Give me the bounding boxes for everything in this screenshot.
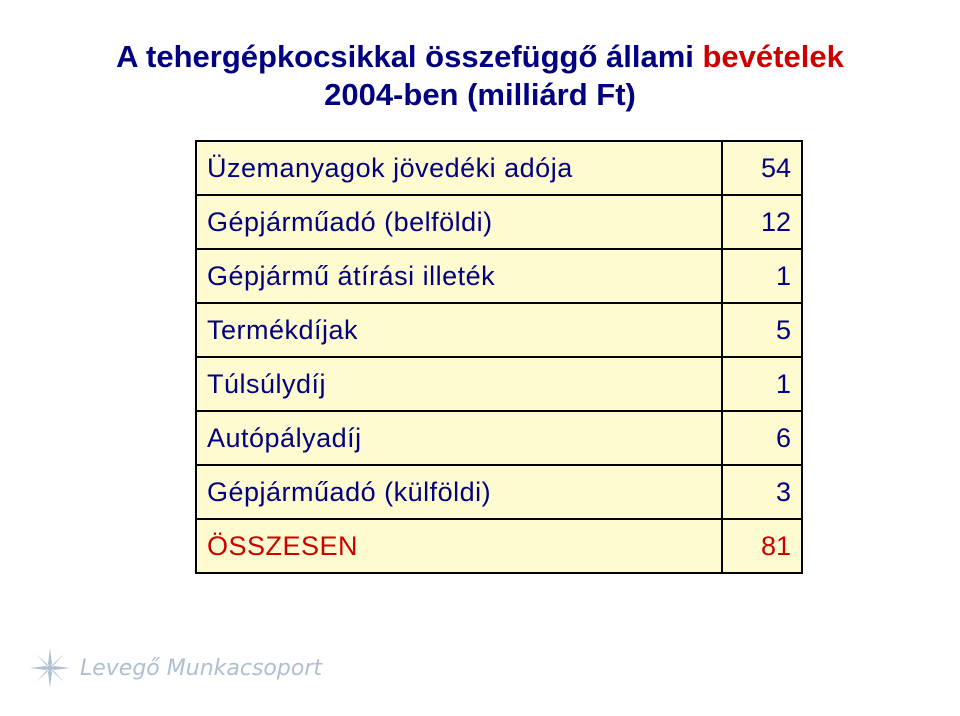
row-label: Termékdíjak (196, 303, 722, 357)
title-accent-text: bevételek (702, 39, 844, 74)
row-label: Üzemanyagok jövedéki adója (196, 141, 722, 195)
title-line-1 (0, 38, 960, 76)
table-row (196, 249, 802, 303)
row-label: Gépjárműadó (külföldi) (196, 465, 722, 519)
row-value: 1 (722, 357, 802, 411)
row-value: 6 (722, 411, 802, 465)
row-label: Autópályadíj (196, 411, 722, 465)
star-burst-icon (28, 646, 72, 690)
row-value: 5 (722, 303, 802, 357)
table-row (196, 303, 802, 357)
row-label: Gépjárműadó (belföldi) (196, 195, 722, 249)
row-label: Gépjármű átírási illeték (196, 249, 722, 303)
title-main-text: A tehergépkocsikkal összefüggő állami (116, 39, 703, 74)
title-line-2: 2004-ben (milliárd Ft) (324, 77, 636, 112)
row-value: 1 (722, 249, 802, 303)
total-value: 81 (722, 519, 802, 573)
table-row (196, 141, 802, 195)
row-label: Túlsúlydíj (196, 357, 722, 411)
row-value: 12 (722, 195, 802, 249)
organization-logo (28, 646, 322, 690)
table-row (196, 465, 802, 519)
total-label: ÖSSZESEN (196, 519, 722, 573)
row-value: 54 (722, 141, 802, 195)
page-title (0, 38, 960, 114)
table-row (196, 195, 802, 249)
table-row (196, 411, 802, 465)
table-total-row (196, 519, 802, 573)
revenue-table (195, 140, 803, 574)
table-row (196, 357, 802, 411)
row-value: 3 (722, 465, 802, 519)
logo-text: Levegő Munkacsoport (80, 655, 322, 681)
